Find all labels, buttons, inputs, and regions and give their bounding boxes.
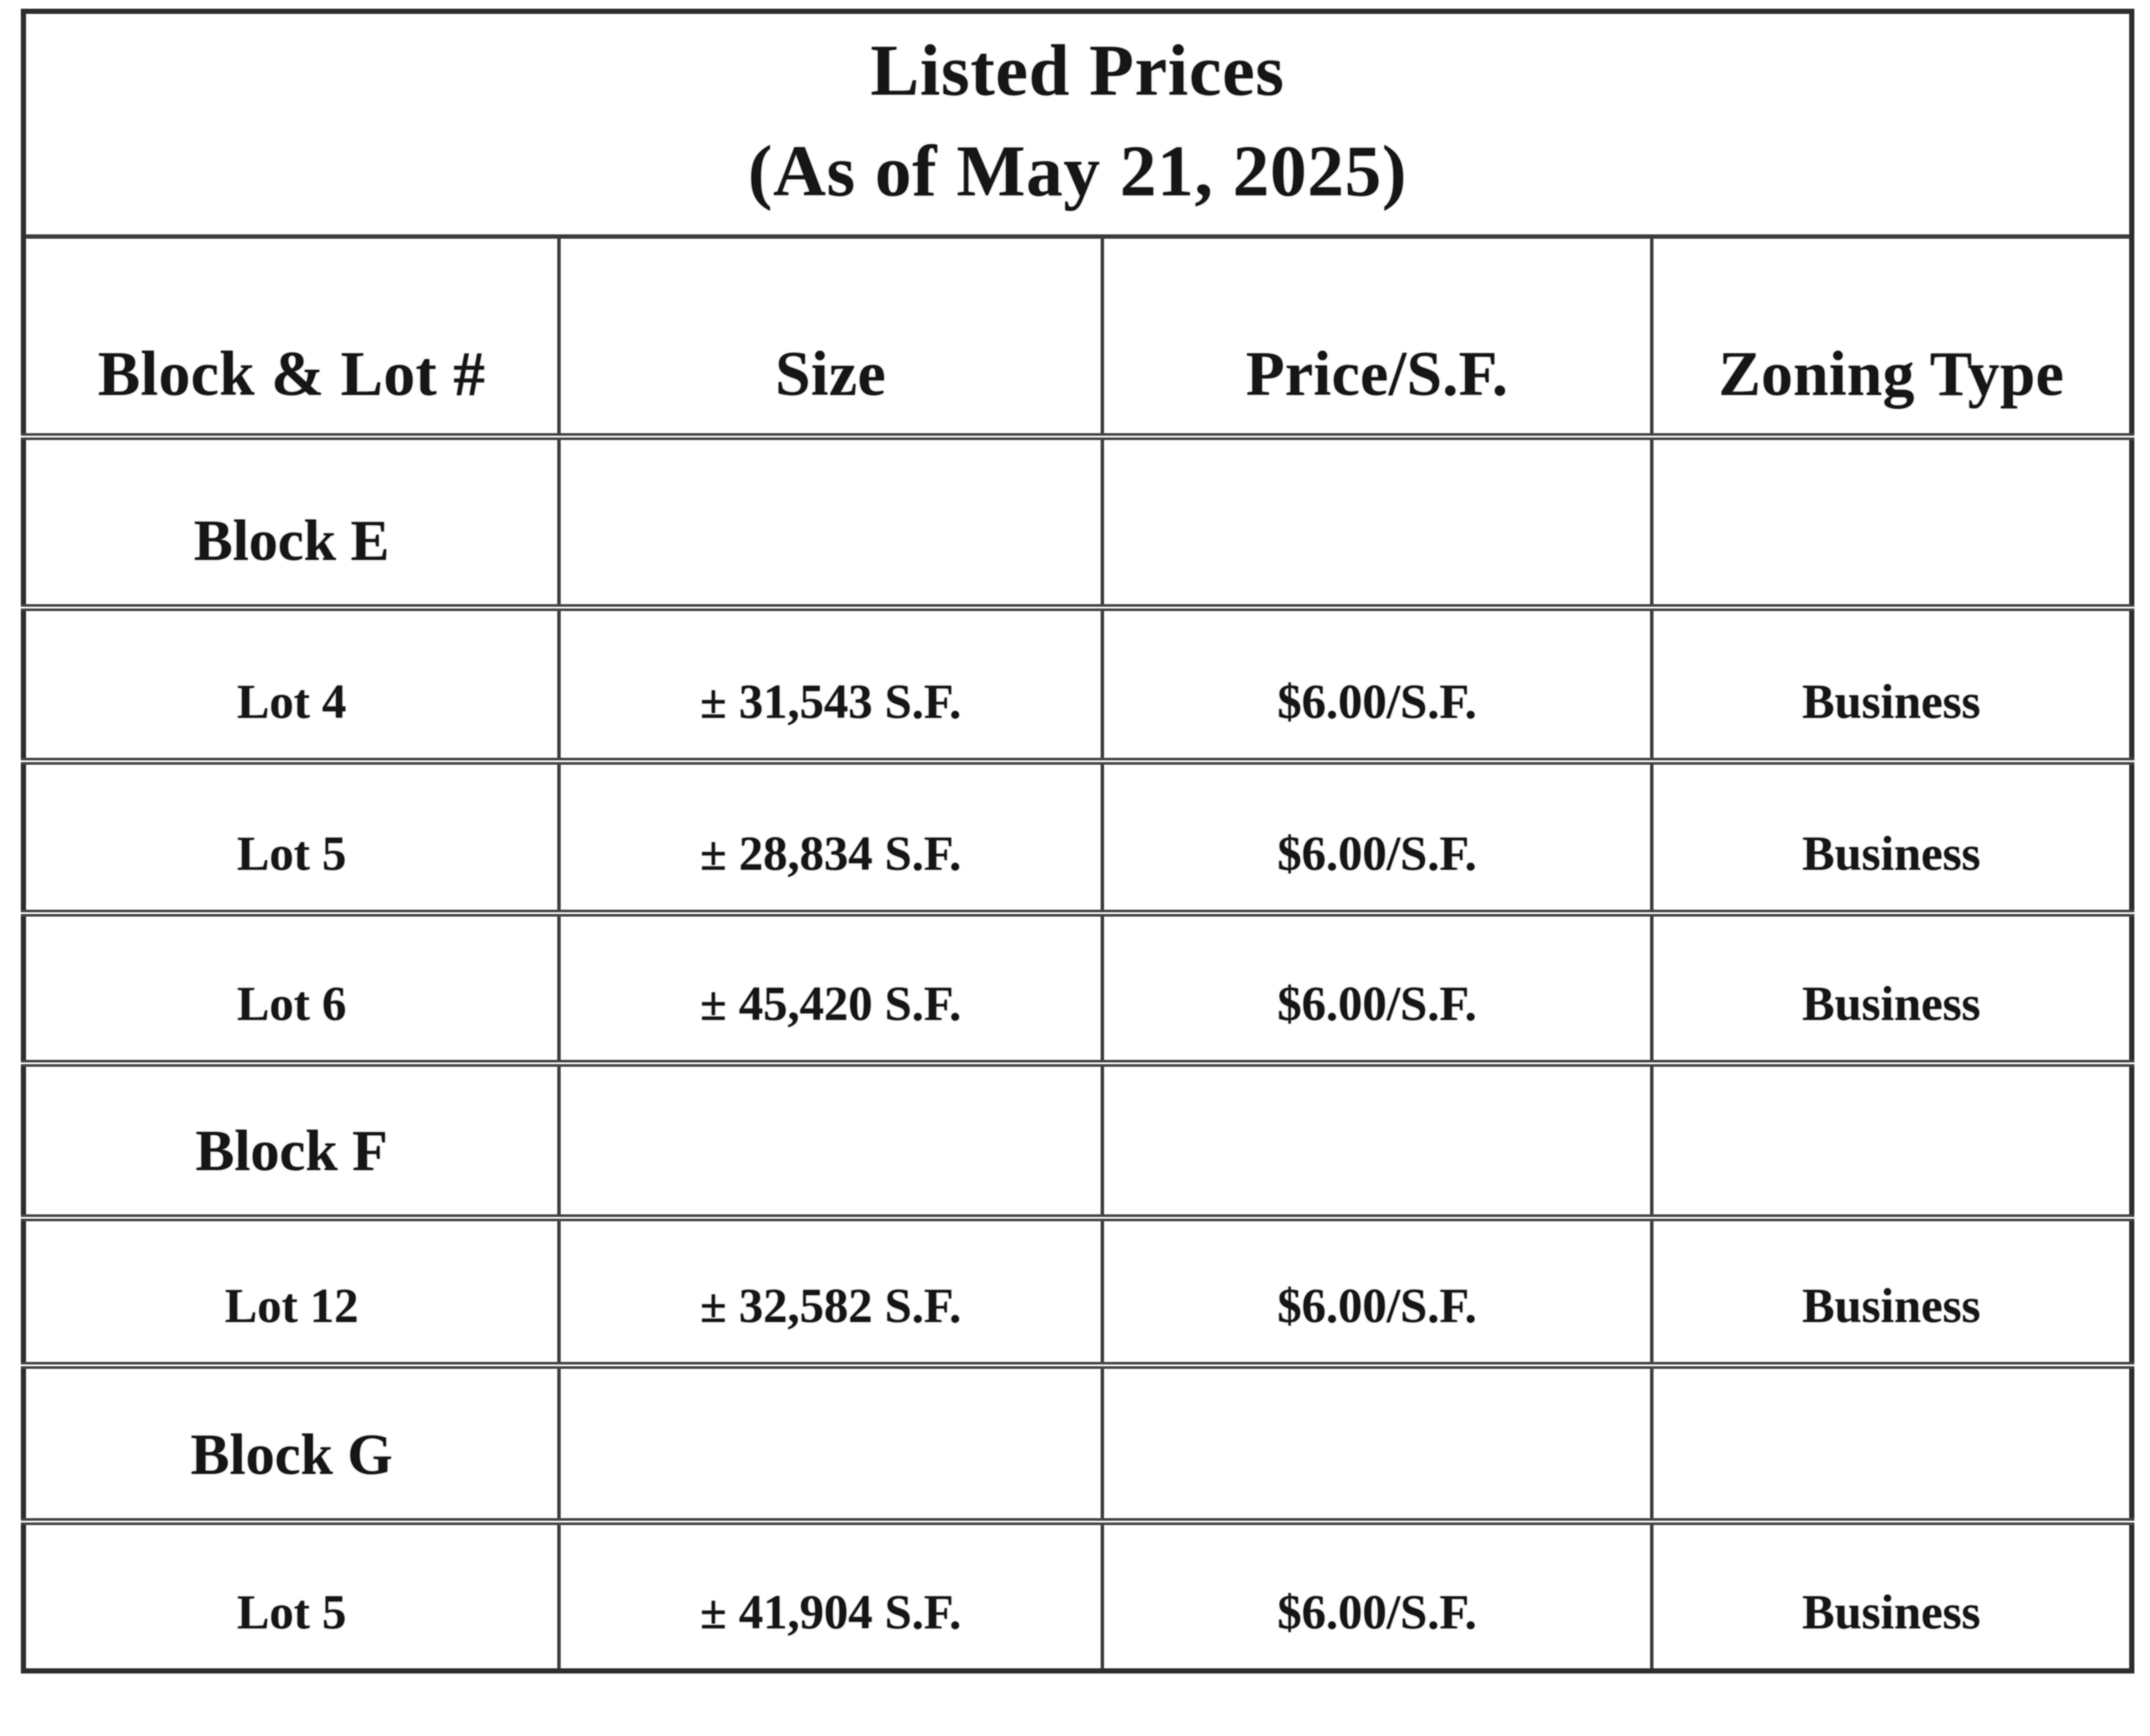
size-cell	[559, 1365, 1102, 1522]
price-cell: $6.00/S.F.	[1102, 761, 1652, 913]
zoning-cell	[1652, 1365, 2132, 1522]
table-subtitle: (As of May 21, 2025)	[747, 131, 1408, 212]
table-row-lot-5	[23, 761, 2132, 913]
price-cell: $6.00/S.F.	[1102, 1218, 1652, 1365]
price-cell: $6.00/S.F.	[1102, 608, 1652, 761]
size-cell: ± 28,834 S.F.	[559, 761, 1102, 913]
price-cell: $6.00/S.F.	[1102, 1522, 1652, 1671]
header-cell-size: Size	[559, 237, 1102, 437]
zoning-cell: Business	[1652, 1218, 2132, 1365]
price-cell	[1102, 1063, 1652, 1218]
block-label-cell: Block G	[23, 1365, 559, 1522]
zoning-cell	[1652, 1063, 2132, 1218]
zoning-cell: Business	[1652, 761, 2132, 913]
lot-label-cell: Lot 5	[23, 1522, 559, 1671]
zoning-cell: Business	[1652, 1522, 2132, 1671]
price-cell	[1102, 1365, 1652, 1522]
table-row-lot-6	[23, 913, 2132, 1063]
header-cell-price: Price/S.F.	[1102, 237, 1652, 437]
table-row-block-f	[23, 1063, 2132, 1218]
size-cell: ± 32,582 S.F.	[559, 1218, 1102, 1365]
header-cell-zoning: Zoning Type	[1652, 237, 2132, 437]
table-title: Listed Prices	[870, 30, 1285, 111]
zoning-cell	[1652, 437, 2132, 608]
lot-label-cell: Lot 5	[23, 761, 559, 913]
zoning-cell: Business	[1652, 913, 2132, 1063]
lot-label-cell: Lot 6	[23, 913, 559, 1063]
column-header-row	[23, 237, 2132, 437]
block-label-cell: Block E	[23, 437, 559, 608]
table-row-block-g	[23, 1365, 2132, 1522]
table-title-row	[23, 11, 2132, 237]
zoning-cell: Business	[1652, 608, 2132, 761]
size-cell	[559, 1063, 1102, 1218]
size-cell: ± 45,420 S.F.	[559, 913, 1102, 1063]
price-cell	[1102, 437, 1652, 608]
table-row-lot-4	[23, 608, 2132, 761]
lot-label-cell: Lot 12	[23, 1218, 559, 1365]
table-row-lot-12	[23, 1218, 2132, 1365]
size-cell: ± 41,904 S.F.	[559, 1522, 1102, 1671]
listed-prices-table	[21, 9, 2134, 1674]
lot-label-cell: Lot 4	[23, 608, 559, 761]
table-title-cell	[23, 11, 2132, 237]
table-row-block-e	[23, 437, 2132, 608]
table-row-lot-5-block-g	[23, 1522, 2132, 1671]
size-cell	[559, 437, 1102, 608]
price-cell: $6.00/S.F.	[1102, 913, 1652, 1063]
header-cell-block-lot: Block & Lot #	[23, 237, 559, 437]
size-cell: ± 31,543 S.F.	[559, 608, 1102, 761]
block-label-cell: Block F	[23, 1063, 559, 1218]
